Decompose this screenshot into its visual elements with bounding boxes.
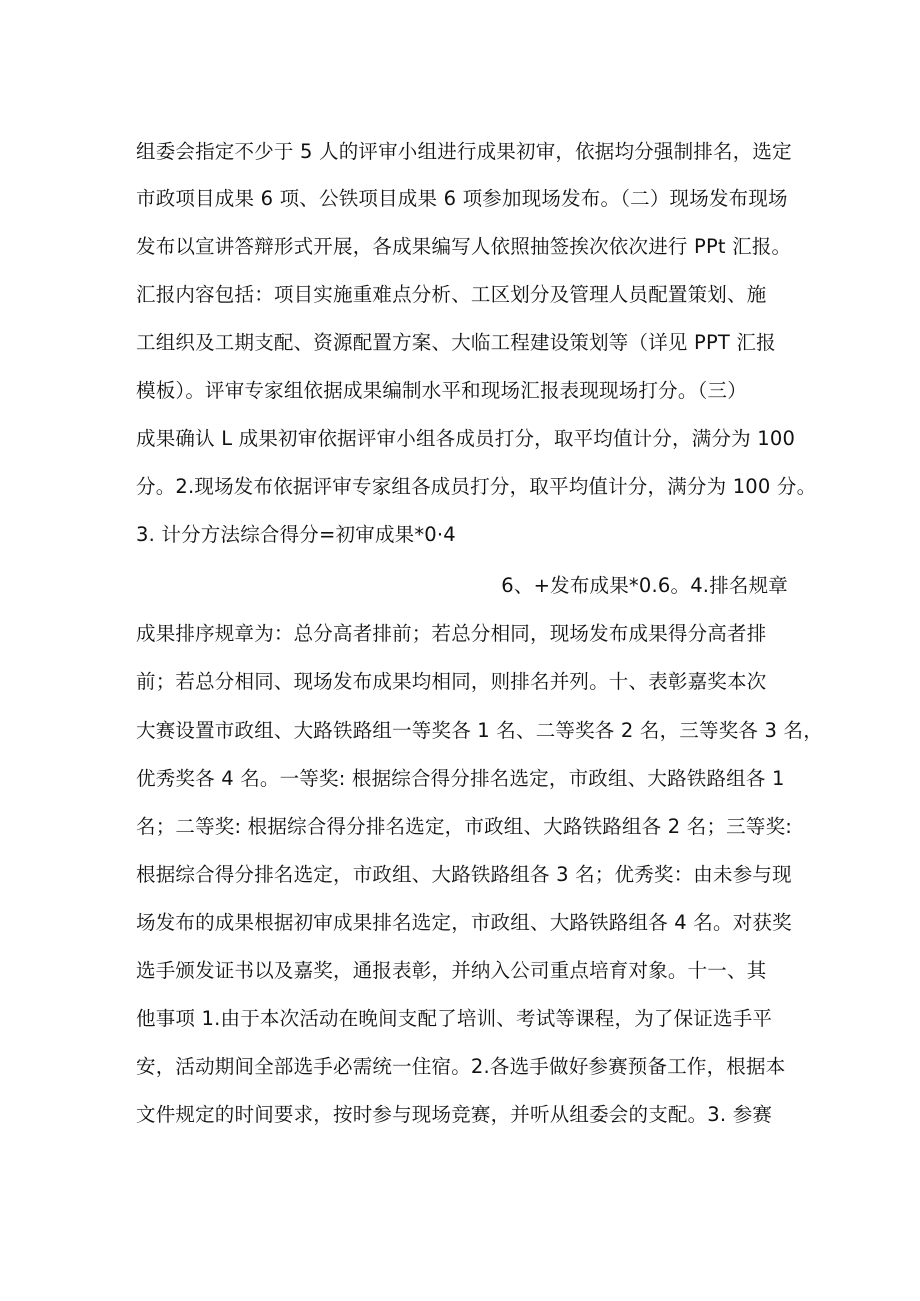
text-line: 文件规定的时间要求，按时参与现场竞赛，并听从组委会的支配。3. 参赛 [136, 1103, 773, 1126]
text-line: 组委会指定不少于 5 人的评审小组进行成果初审，依据均分强制排名，选定 [136, 140, 792, 163]
text-line: 大赛设置市政组、大路铁路组一等奖各 1 名、二等奖各 2 名，三等奖各 3 名， [136, 719, 823, 742]
text-line: 根据综合得分排名选定，市政组、大路铁路组各 3 名；优秀奖：由未参与现 [136, 863, 792, 886]
text-line: 分。2.现场发布依据评审专家组各成员打分，取平均值计分，满分为 100 分。 [136, 475, 817, 498]
text-line: 3. 计分方法综合得分=初审成果*0·4 [136, 523, 456, 546]
text-line: 前；若总分相同、现场发布成果均相同，则排名并列。十、表彰嘉奖本次 [136, 670, 767, 693]
text-line: 优秀奖各 4 名。一等奖: 根据综合得分排名选定，市政组、大路铁路组各 1 [136, 767, 785, 790]
text-line: 6、+发布成果*0.6。4.排名规章 [501, 574, 788, 597]
text-line: 名；二等奖: 根据综合得分排名选定，市政组、大路铁路组各 2 名；三等奖: [136, 815, 793, 838]
text-line: 成果确认 L 成果初审依据评审小组各成员打分，取平均值计分，满分为 100 [136, 427, 796, 450]
text-line: 他事项 1.由于本次活动在晚间支配了培训、考试等课程，为了保证选手平 [136, 1007, 773, 1030]
text-line: 市政项目成果 6 项、公铁项目成果 6 项参加现场发布。（二）现场发布现场 [136, 187, 788, 210]
text-line: 场发布的成果根据初审成果排名选定，市政组、大路铁路组各 4 名。对获奖 [136, 911, 792, 934]
text-line: 模板）。评审专家组依据成果编制水平和现场汇报表现现场打分。（三） [136, 379, 747, 402]
text-line: 汇报内容包括：项目实施重难点分析、工区划分及管理人员配置策划、施 [136, 283, 767, 306]
text-line: 选手颁发证书以及嘉奖，通报表彰，并纳入公司重点培育对象。十一、其 [136, 959, 767, 982]
text-line: 成果排序规章为：总分高者排前；若总分相同，现场发布成果得分高者排 [136, 622, 767, 645]
text-line: 安，活动期间全部选手必需统一住宿。2.各选手做好参赛预备工作，根据本 [136, 1055, 786, 1078]
text-line: 发布以宣讲答辩形式开展，各成果编写人依照抽签挨次依次进行 PPt 汇报。 [136, 235, 792, 258]
text-line: 工组织及工期支配、资源配置方案、大临工程建设策划等（详见 PPT 汇报 [136, 331, 776, 354]
